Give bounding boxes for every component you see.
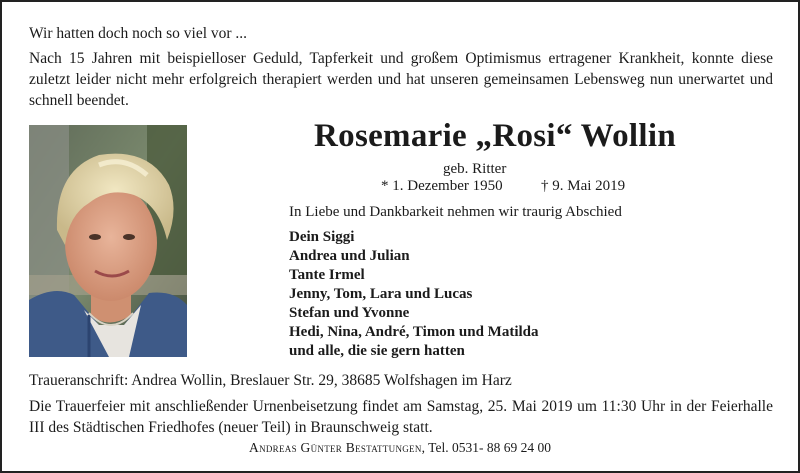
undertaker-line bbox=[0, 440, 800, 456]
undertaker-name: Andreas Günter Bestattungen bbox=[249, 440, 422, 455]
intro-line: Wir hatten doch noch so viel vor ... bbox=[29, 25, 248, 42]
mourner: Stefan und Yvonne bbox=[289, 305, 410, 321]
mourner: Andrea und Julian bbox=[289, 248, 410, 264]
mourner: Hedi, Nina, André, Timon und Matilda bbox=[289, 324, 539, 340]
maiden-name: geb. Ritter bbox=[443, 161, 507, 177]
mourners-list bbox=[289, 228, 539, 361]
mourner: und alle, die sie gern hatten bbox=[289, 343, 465, 359]
funeral-details: Die Trauerfeier mit anschließender Urnenbeisetzung findet am Samstag, 25. Mai 2019 um 11:30 Uhr in der Feierhalle III des Städtischen Friedhofes (neuer Teil) in Braunschweig statt. bbox=[29, 398, 773, 436]
farewell-line: In Liebe und Dankbarkeit nehmen wir traurig Abschied bbox=[289, 204, 622, 220]
mourner: Jenny, Tom, Lara und Lucas bbox=[289, 286, 473, 302]
mourning-address: Traueranschrift: Andrea Wollin, Breslauer Str. 29, 38685 Wolfshagen im Harz bbox=[29, 372, 512, 389]
undertaker-phone: , Tel. 0531- 88 69 24 00 bbox=[421, 440, 551, 455]
portrait-photo bbox=[29, 125, 187, 357]
death-date: † 9. Mai 2019 bbox=[541, 178, 626, 194]
mourner: Tante Irmel bbox=[289, 267, 365, 283]
deceased-name: Rosemarie „Rosi“ Wollin bbox=[314, 118, 676, 154]
mourner: Dein Siggi bbox=[289, 229, 355, 245]
birth-date: * 1. Dezember 1950 bbox=[381, 178, 503, 194]
illness-paragraph: Nach 15 Jahren mit beispielloser Geduld, Tapferkeit und großem Optimismus ertragener Krankheit, konnte diese zuletzt leider nicht mehr erfolgreich therapiert werden und hat unseren gemeinsamen Lebensweg nun unerwartet und schnell beendet. bbox=[29, 50, 773, 109]
